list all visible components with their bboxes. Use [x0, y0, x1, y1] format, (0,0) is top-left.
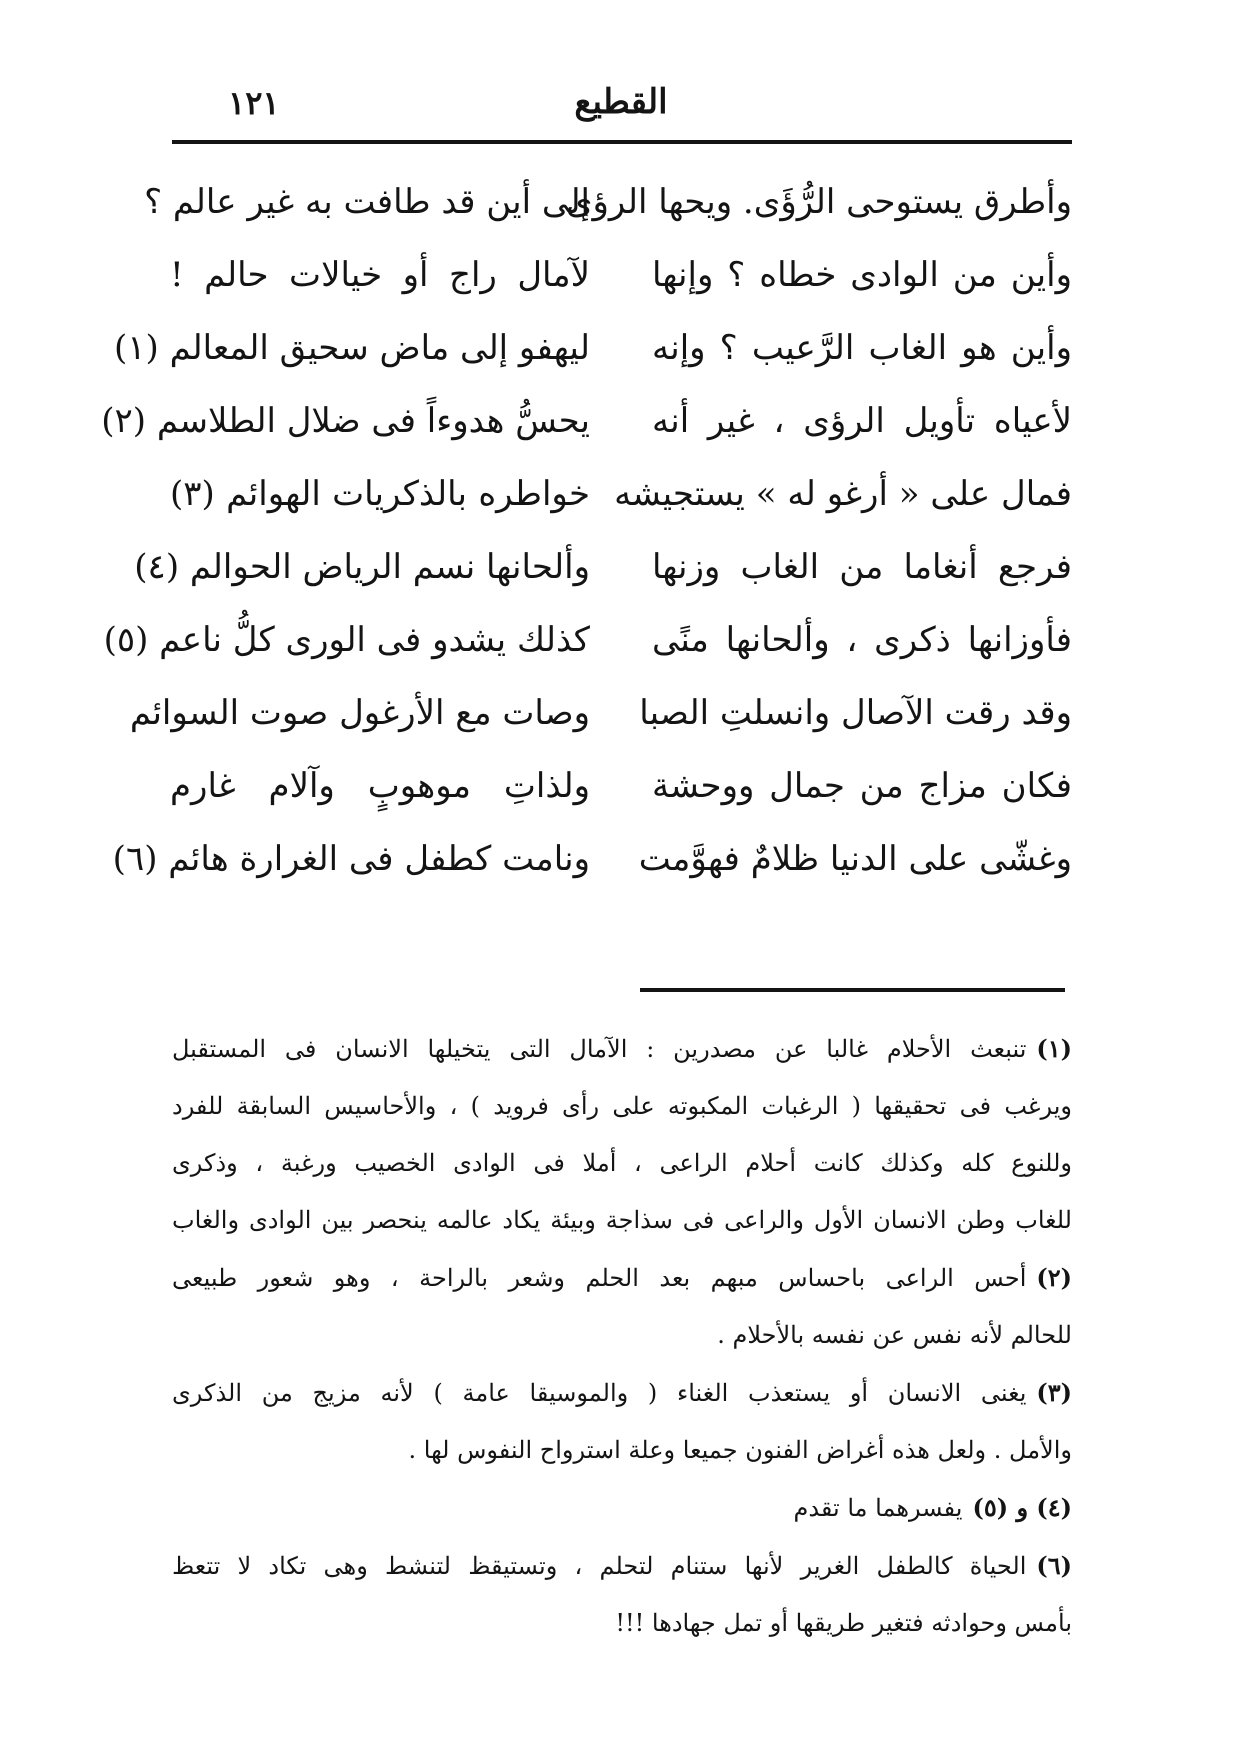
hemistich-right: وأين هو الغاب الرَّعيب ؟ وإنه — [652, 327, 1072, 368]
footnote-number: (١) — [1036, 1034, 1072, 1063]
hemistich-right: وأطرق يستوحى الرُّؤَى. ويحها الرؤى — [565, 181, 1072, 222]
footnote-number: (٢) — [1036, 1263, 1072, 1292]
page-number: ١٢١ — [228, 84, 280, 122]
footnote-text: يفسرهما ما تقدم — [793, 1494, 963, 1522]
verse — [134, 530, 1072, 603]
hemistich-left: إلى أين قد طافت به غير عالم ؟ — [144, 181, 590, 222]
footnote-separator — [640, 988, 1065, 992]
hemistich-right: فكان مزاج من جمال ووحشة — [652, 765, 1072, 806]
hemistich-left: ولذاتِ موهوبٍ وآلام غارم — [170, 765, 590, 806]
hemistich-left: لآمال راج أو خيالات حالم ! — [170, 254, 590, 295]
footnote-number: (٣) — [1036, 1378, 1072, 1407]
footnote-number: (٤) و (٥) — [972, 1493, 1072, 1522]
footnote-line: وللنوع كله وكذلك كانت أحلام الراعى ، أملا فى الوادى الخصيب ورغبة ، وذكرى — [172, 1149, 1072, 1177]
hemistich-left: ونامت كطفل فى الغرارة هائم (٦) — [112, 838, 590, 879]
hemistich-left: كذلك يشدو فى الورى كلُّ ناعم (٥) — [103, 619, 590, 660]
footnote-text: الحياة كالطفل الغرير لأنها ستنام لتحلم ، وتستيقظ لتنشط وهى تكاد لا تتعظ — [172, 1552, 1027, 1580]
hemistich-left: وصات مع الأرغول صوت السوائم — [129, 692, 590, 733]
footnote-number: (٦) — [1036, 1551, 1072, 1580]
footnote-line: بأمس وحوادثه فتغير طريقها أو تمل جهادها !!! — [615, 1609, 1072, 1637]
footnote-line: للغاب وطن الانسان الأول والراعى فى سذاجة وبيئة يكاد عالمه ينحصر بين الوادى والغاب — [172, 1206, 1072, 1234]
footnote-text: تنبعث الأحلام غالبا عن مصدرين : الآمال التى يتخيلها الانسان فى المستقبل — [172, 1035, 1027, 1063]
poem — [101, 165, 1072, 895]
verse — [170, 457, 1072, 530]
footnotes — [172, 1020, 1072, 1652]
footnote-line — [172, 1479, 1072, 1537]
verse — [103, 603, 1072, 676]
running-header — [170, 82, 1072, 142]
footnote-line — [172, 1249, 1072, 1307]
footnote-text: يغنى الانسان أو يستعذب الغناء ( والموسيقا عامة ) لأنه مزيج من الذكرى — [172, 1379, 1027, 1407]
footnote-text: أحس الراعى باحساس مبهم بعد الحلم وشعر بالراحة ، وهو شعور طبيعى — [172, 1264, 1027, 1292]
verse — [170, 238, 1072, 311]
verse — [114, 311, 1072, 384]
verse — [144, 165, 1072, 238]
footnote-line: ويرغب فى تحقيقها ( الرغبات المكبوته على رأى فرويد ) ، والأحاسيس السابقة للفرد — [172, 1092, 1072, 1120]
footnote-line — [172, 1537, 1072, 1595]
chapter-title: القطيع — [574, 82, 668, 122]
hemistich-right: فأوزانها ذكرى ، وألحانها منًى — [652, 619, 1072, 660]
hemistich-left: يحسُّ هدوءاً فى ضلال الطلاسم (٢) — [101, 400, 590, 441]
verse — [170, 749, 1072, 822]
footnote-line — [172, 1364, 1072, 1422]
hemistich-left: خواطره بالذكريات الهوائم (٣) — [170, 473, 590, 514]
hemistich-left: ليهفو إلى ماض سحيق المعالم (١) — [114, 327, 590, 368]
hemistich-right: لأعياه تأويل الرؤى ، غير أنه — [652, 400, 1072, 441]
footnote-line: والأمل . ولعل هذه أغراض الفنون جميعا وعلة استرواح النفوس لها . — [408, 1436, 1072, 1464]
footnote-line: للحالم لأنه نفس عن نفسه بالأحلام . — [717, 1321, 1072, 1349]
footnote-line — [172, 1020, 1072, 1078]
hemistich-right: وقد رقت الآصال وانسلتِ الصبا — [639, 692, 1072, 733]
verse — [112, 822, 1072, 895]
hemistich-right: وغشّى على الدنيا ظلامٌ فهوَّمت — [638, 838, 1072, 879]
hemistich-left: وألحانها نسم الرياض الحوالم (٤) — [134, 546, 590, 587]
hemistich-right: فرجع أنغاما من الغاب وزنها — [652, 546, 1072, 587]
verse — [129, 676, 1072, 749]
verse — [101, 384, 1072, 457]
hemistich-right: وأين من الوادى خطاه ؟ وإنها — [652, 254, 1072, 295]
header-rule — [172, 140, 1072, 144]
hemistich-right: فمال على « أرغو له » يستجيشه — [614, 473, 1072, 514]
